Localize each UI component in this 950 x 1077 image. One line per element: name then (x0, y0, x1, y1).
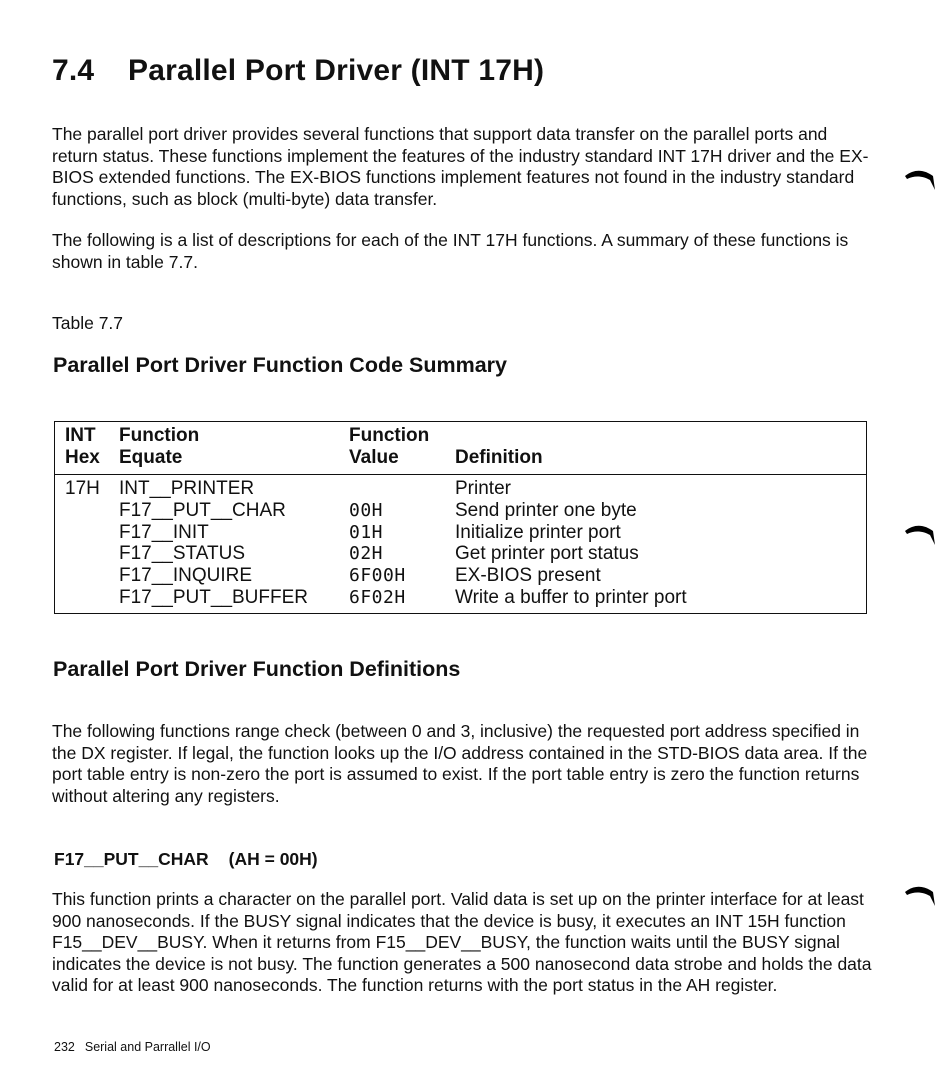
cell-value: 6F00H (349, 565, 406, 587)
cell-value: 6F02H (349, 586, 406, 608)
cell-equate: F17__STATUS (119, 543, 246, 565)
cell-equate: F17__INQUIRE (119, 565, 253, 587)
header-int: INT (65, 425, 96, 446)
header-function: Function (119, 425, 200, 446)
cell-definition: Initialize printer port (455, 521, 621, 543)
cell-definition: Send printer one byte (455, 499, 637, 521)
function-code: (AH = 00H) (228, 849, 318, 869)
function-summary-table (54, 421, 867, 614)
cell-int-hex: 17H (65, 478, 100, 499)
cell-definition: EX-BIOS present (455, 565, 601, 587)
table-row (55, 587, 866, 609)
cell-definition: Get printer port status (455, 543, 639, 565)
section-title-text: Parallel Port Driver (INT 17H) (128, 54, 545, 87)
header-hex: Hex (65, 447, 100, 468)
table-row (55, 478, 866, 500)
page-footer (54, 1039, 211, 1055)
cell-value: 01H (349, 521, 384, 543)
table-row (55, 522, 866, 544)
table-caption: Table 7.7 (52, 313, 124, 333)
cell-equate: F17__PUT__CHAR (119, 499, 286, 521)
page-number: 232 (54, 1040, 75, 1054)
header-definition: Definition (455, 447, 543, 468)
table-body (55, 478, 866, 609)
header-equate: Equate (119, 447, 183, 468)
table-title: Parallel Port Driver Function Code Summary (53, 353, 508, 377)
intro-paragraph: The parallel port driver provides several functions that support data transfer on the parallel ports and return status. These functions implement the features of the industry standard INT 17H driver and the EX-BIOS extended functions. The EX-BIOS functions implement features not found in the industry standard functions, such as block (multi-byte) data transfer. (52, 124, 869, 209)
section-title (52, 52, 544, 90)
section-number: 7.4 (52, 54, 95, 87)
running-title: Serial and Parrallel I/O (84, 1040, 211, 1054)
cell-definition: Printer (455, 478, 511, 499)
table-row (55, 500, 866, 522)
revision-mark-icon (903, 166, 937, 196)
definitions-intro-paragraph: The following functions range check (between 0 and 3, inclusive) the requested port address specified in the DX register. If legal, the function looks up the I/O address contained in the STD-BIOS data area. If the port table entry is non-zero the port is assumed to exist. If the port table entry is zero the function returns without altering any registers. (52, 721, 868, 806)
function-heading (54, 848, 318, 870)
cell-equate: INT__PRINTER (119, 478, 255, 499)
cell-equate: F17__PUT__BUFFER (119, 586, 309, 608)
function-description: This function prints a character on the parallel port. Valid data is set up on the printer interface for at least 900 nanoseconds. If the BUSY signal indicates that the device is busy, it executes an INT 15H function F15__DEV__BUSY. When it returns from F15__DEV__BUSY, the function waits until the BUSY signal indicates the device is not busy. The function generates a 500 nanosecond data strobe and holds the data valid for at least 900 nanoseconds. The function returns with the port status in the AH register. (52, 889, 872, 996)
definitions-heading: Parallel Port Driver Function Definitions (53, 657, 461, 681)
header-function-value-1: Function (349, 425, 430, 446)
table-header (55, 422, 866, 475)
cell-value: 00H (349, 499, 384, 521)
cell-value: 02H (349, 543, 384, 565)
revision-mark-icon (903, 882, 937, 912)
table-row (55, 565, 866, 587)
revision-mark-icon (903, 521, 937, 551)
cell-definition: Write a buffer to printer port (455, 586, 687, 608)
header-value: Value (349, 447, 399, 468)
table-row (55, 543, 866, 565)
function-name: F17__PUT__CHAR (54, 849, 209, 869)
cell-equate: F17__INIT (119, 521, 209, 543)
list-intro-paragraph: The following is a list of descriptions for each of the INT 17H functions. A summary of these functions is shown in table 7.7. (52, 230, 849, 272)
